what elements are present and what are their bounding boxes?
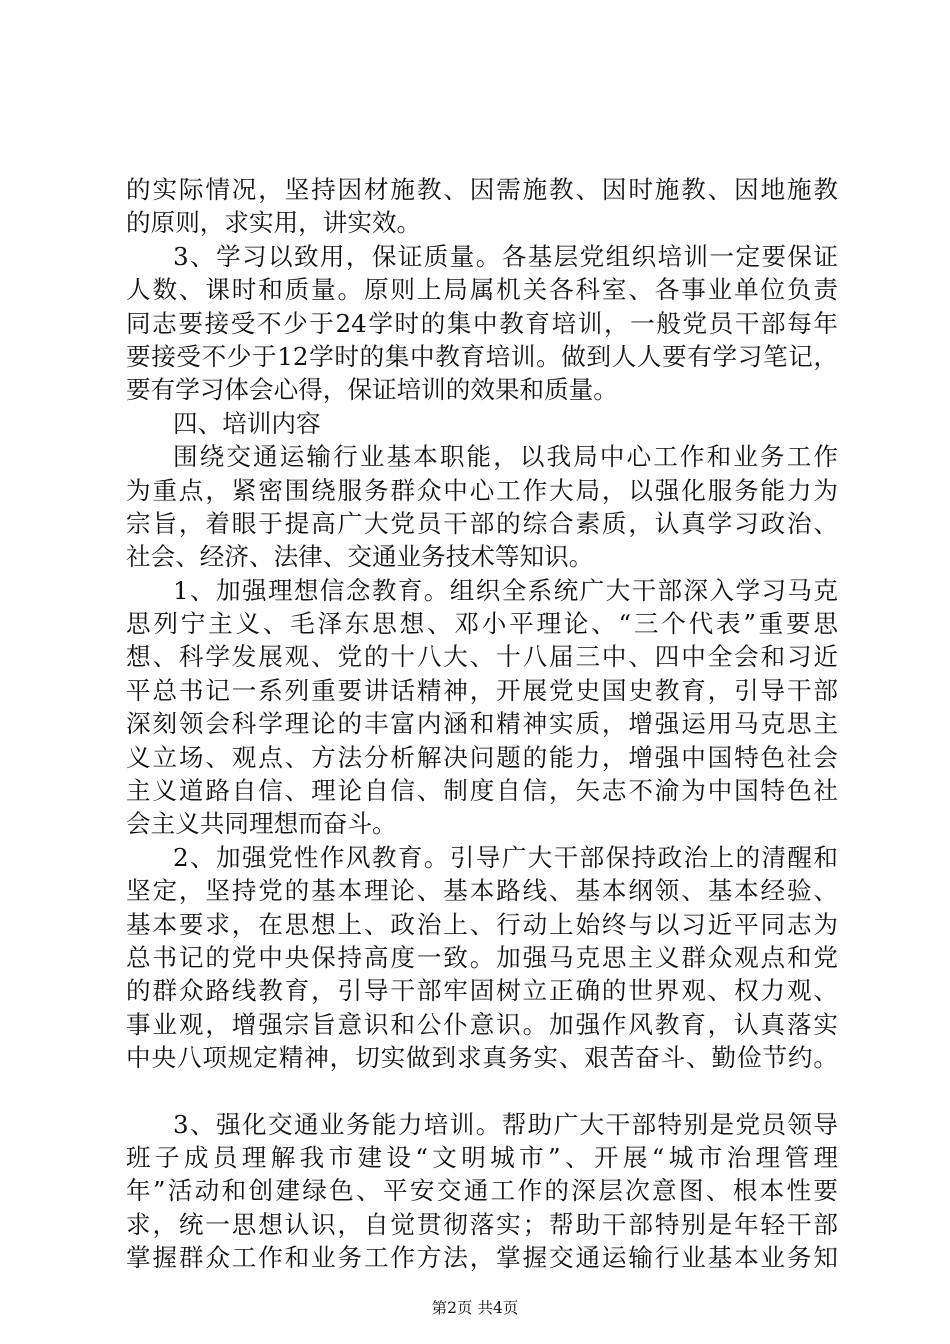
text-line: 掌握群众工作和业务工作方法，掌握交通运输行业基本业务知 [126,1243,838,1273]
text-line: 平总书记一系列重要讲话精神，开展党史国史教育，引导干部 [126,675,838,705]
page-footer: 第2页 共4页 [431,1299,519,1317]
text-line: 求，统一思想认识，自觉贯彻落实；帮助干部特别是年轻干部 [126,1209,838,1239]
text-line: 义立场、观点、方法分析解决问题的能力，增强中国特色社会 [126,742,838,772]
text-line: 2、加强党性作风教育。引导广大干部保持政治上的清醒和 [173,842,838,872]
text-line: 深刻领会科学理论的丰富内涵和精神实质，增强运用马克思主 [126,709,838,739]
text-line: 为重点，紧密围绕服务群众中心工作大局，以强化服务能力为 [126,475,838,505]
text-line: 3、学习以致用，保证质量。各基层党组织培训一定要保证 [173,241,838,271]
text-line: 坚定，坚持党的基本理论、基本路线、基本纲领、基本经验、 [126,876,838,906]
text-line: 基本要求，在思想上、政治上、行动上始终与以习近平同志为 [126,909,838,939]
text-line: 要接受不少于12学时的集中教育培训。做到人人要有学习笔记， [126,341,838,371]
text-line: 四、培训内容 [173,408,321,438]
text-line: 会主义共同理想而奋斗。 [126,809,397,839]
text-line: 1、加强理想信念教育。组织全系统广大干部深入学习马克 [173,575,838,605]
text-line: 同志要接受不少于24学时的集中教育培训，一般党员干部每年 [126,308,838,338]
text-line: 社会、经济、法律、交通业务技术等知识。 [126,542,594,572]
text-line: 年”活动和创建绿色、平安交通工作的深层次意图、根本性要 [126,1176,838,1206]
document-body [126,173,838,1275]
text-line: 想、科学发展观、党的十八大、十八届三中、四中全会和习近 [126,642,838,672]
text-line: 围绕交通运输行业基本职能，以我局中心工作和业务工作 [173,442,838,472]
text-line: 3、强化交通业务能力培训。帮助广大干部特别是党员领导 [173,1109,838,1139]
text-line: 要有学习体会心得，保证培训的效果和质量。 [126,375,618,405]
text-line: 人数、课时和质量。原则上局属机关各科室、各事业单位负责 [126,275,838,305]
text-line: 宗旨，着眼于提高广大党员干部的综合素质，认真学习政治、 [126,508,838,538]
text-line: 班子成员理解我市建设“文明城市”、开展“城市治理管理 [126,1142,838,1172]
text-line: 的群众路线教育，引导干部牢固树立正确的世界观、权力观、 [126,976,838,1006]
text-line: 中央八项规定精神，切实做到求真务实、艰苦奋斗、勤俭节约。 [126,1043,838,1073]
text-line: 总书记的党中央保持高度一致。加强马克思主义群众观点和党 [126,942,838,972]
text-line: 思列宁主义、毛泽东思想、邓小平理论、“三个代表”重要思 [126,609,838,639]
text-line: 事业观，增强宗旨意识和公仆意识。加强作风教育，认真落实 [126,1009,838,1039]
text-line: 的实际情况，坚持因材施教、因需施教、因时施教、因地施教 [126,175,838,204]
text-line: 的原则，求实用，讲实效。 [126,208,422,238]
text-line: 主义道路自信、理论自信、制度自信，矢志不渝为中国特色社 [126,776,838,806]
